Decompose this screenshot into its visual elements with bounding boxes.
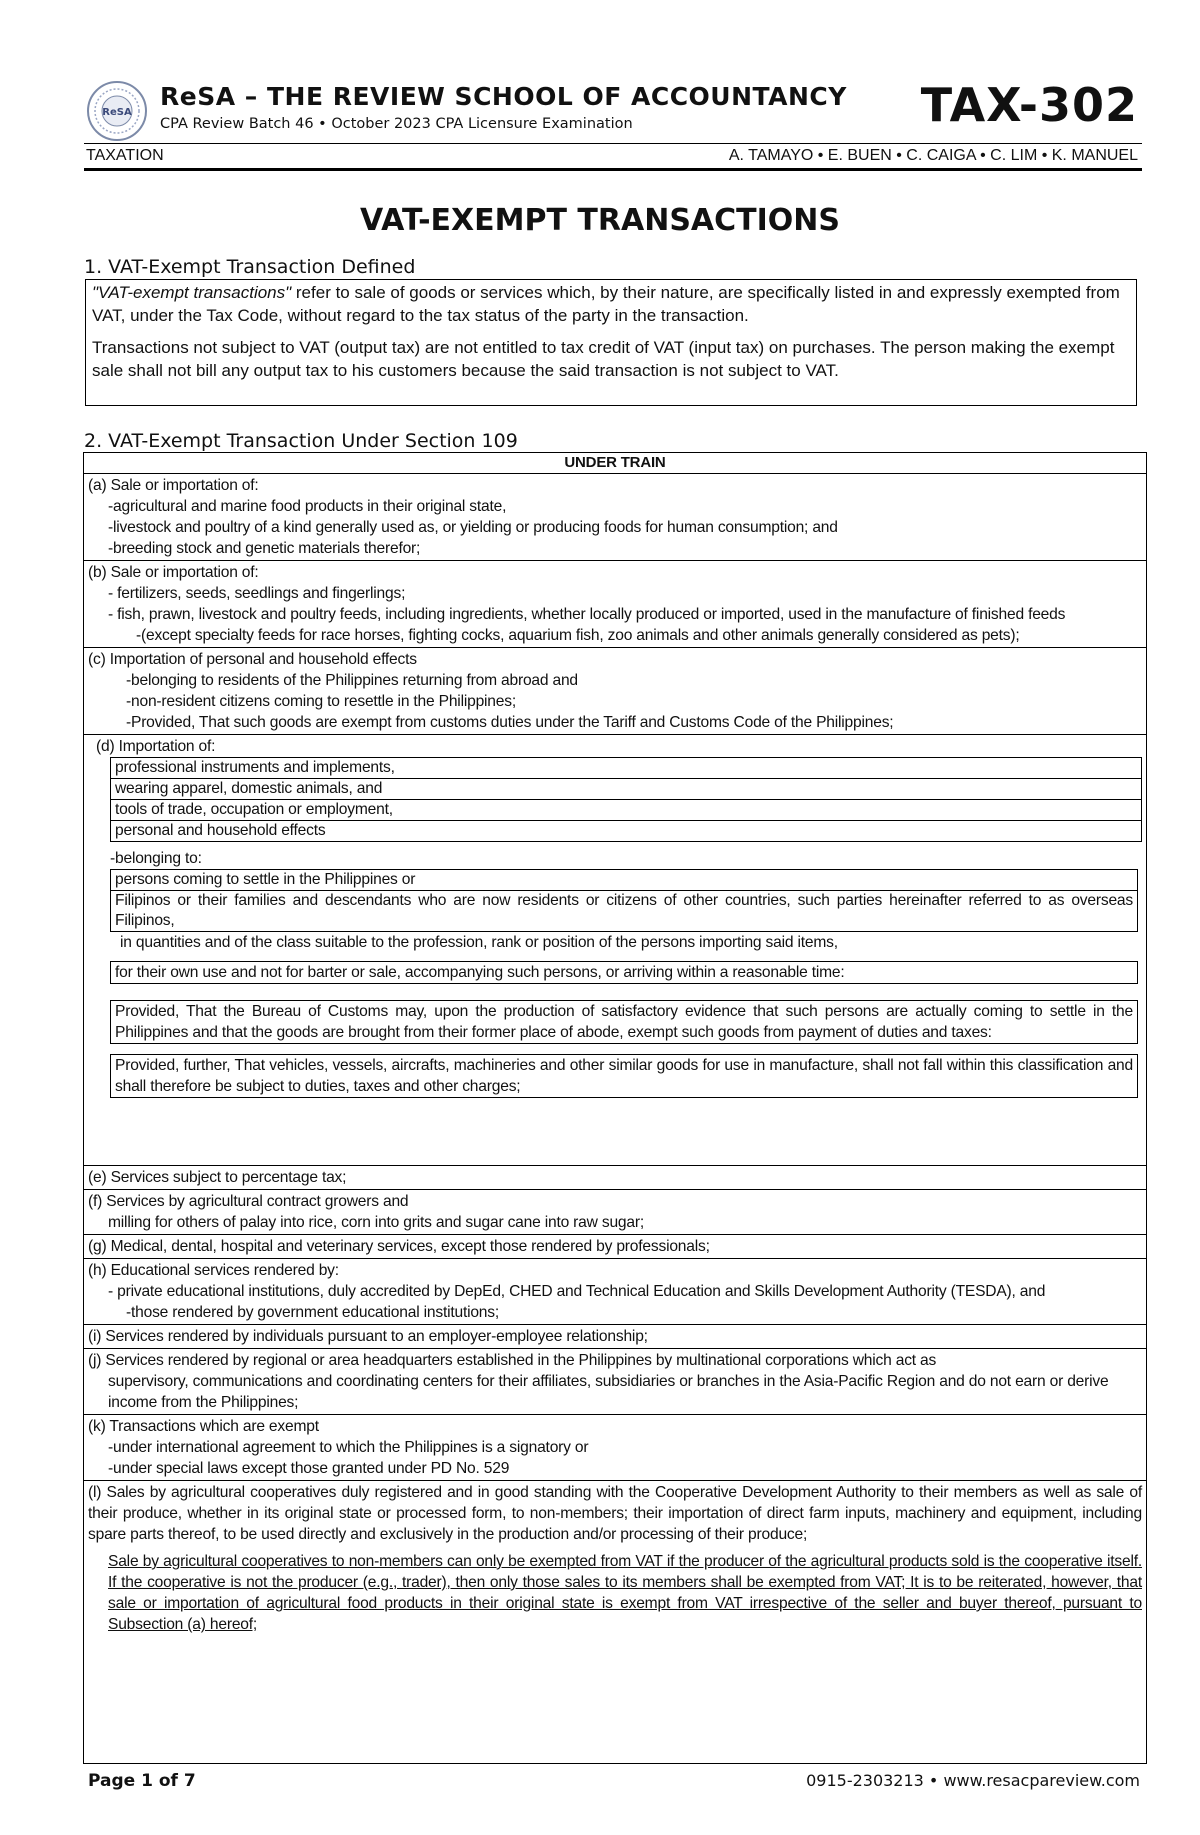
item-k-line: -under international agreement to which the Philippines is a signatory or: [108, 1439, 589, 1456]
item-f-line: milling for others of palay into rice, corn into grits and sugar cane into raw sugar;: [108, 1214, 644, 1231]
item-b: [84, 561, 1146, 648]
item-a: [84, 474, 1146, 561]
list-item: professional instruments and implements,: [111, 758, 1141, 779]
item-c-line: -Provided, That such goods are exempt from customs duties under the Tariff and Customs Code of the Philippines;: [126, 714, 894, 731]
item-f: [84, 1190, 1146, 1235]
belonging-to: -belonging to:: [110, 850, 202, 867]
item-d-goods-list: [110, 757, 1142, 842]
definition-paragraph-2: Transactions not subject to VAT (output tax) are not entitled to tax credit of VAT (input tax) on purchases. The person making the exempt sale shall not bill any output tax to his customers because the said transaction is not subject to VAT.: [92, 338, 1115, 380]
proviso-2-box: Provided, further, That vehicles, vessels, aircrafts, machineries and other similar goods for use in manufacture, shall not fall within this classification and shall therefore be subject to duties, taxes and other charges;: [110, 1054, 1138, 1098]
quantities-text: in quantities and of the class suitable to the profession, rank or position of the persons importing said items,: [120, 934, 838, 951]
item-l-text: (l) Sales by agricultural cooperatives duly registered and in good standing with the Cooperative Development Authority to their members as well as sale of their produce, whether in its original state or processed form, to non-members; their importation of direct farm inputs, machinery and equipment, including spare parts thereof, to be used directly and exclusively in the production and/or processing of their produce;: [88, 1484, 1142, 1543]
header-rule-thick: [84, 168, 1142, 171]
contact-info: 0915-2303213 • www.resacpareview.com: [806, 1771, 1140, 1790]
item-k: [84, 1415, 1146, 1481]
item-a-line: (a) Sale or importation of:: [88, 477, 259, 494]
batch-info: CPA Review Batch 46 • October 2023 CPA Licensure Examination: [160, 116, 633, 132]
proviso-1-box: Provided, That the Bureau of Customs may, upon the production of satisfactory evidence that such persons are actually coming to settle in the Philippines and that the goods are brought from their former place of abode, exempt such goods from payment of duties and taxes:: [110, 1000, 1138, 1044]
item-l: [84, 1481, 1146, 1636]
item-a-line: -livestock and poultry of a kind generally used as, or yielding or producing foods for human consumption; and: [108, 519, 838, 536]
item-b-line: -(except specialty feeds for race horses, fighting cocks, aquarium fish, zoo animals and other animals generally considered as pets);: [136, 627, 1020, 644]
item-c-line: -non-resident citizens coming to resettle in the Philippines;: [126, 693, 516, 710]
exemptions-table: [83, 452, 1147, 1764]
school-name: ReSA – THE REVIEW SCHOOL OF ACCOUNTANCY: [160, 82, 847, 111]
item-c-line: (c) Importation of personal and household effects: [88, 651, 417, 668]
section-1-heading: 1. VAT-Exempt Transaction Defined: [84, 256, 416, 278]
item-f-line: (f) Services by agricultural contract growers and: [88, 1193, 409, 1210]
list-item: personal and household effects: [115, 822, 326, 839]
item-a-line: -agricultural and marine food products in their original state,: [108, 498, 507, 515]
item-h-line: -those rendered by government educational institutions;: [126, 1304, 500, 1321]
subject: TAXATION: [86, 147, 164, 164]
definition-box: [85, 279, 1137, 406]
item-c: [84, 648, 1146, 735]
logo-text: ReSA: [102, 107, 132, 118]
item-j: [84, 1349, 1146, 1415]
item-j-line: supervisory, communications and coordinating centers for their affiliates, subsidiaries or branches in the Asia-Pacific Region and do not earn or derive income from the Philippines;: [108, 1373, 1109, 1411]
header-rule: [84, 143, 1142, 144]
own-use-box: for their own use and not for barter or sale, accompanying such persons, or arriving within a reasonable time:: [110, 961, 1138, 984]
item-a-line: -breeding stock and genetic materials therefor;: [108, 540, 421, 557]
item-d-persons-list: [110, 869, 1138, 932]
item-b-line: - fertilizers, seeds, seedlings and fingerlings;: [108, 585, 406, 602]
item-k-line: (k) Transactions which are exempt: [88, 1418, 319, 1435]
definition-paragraph: [92, 282, 1130, 327]
item-e: (e) Services subject to percentage tax;: [84, 1166, 1146, 1190]
section-2-heading: 2. VAT-Exempt Transaction Under Section 109: [84, 430, 518, 452]
resa-seal-logo: [86, 80, 148, 142]
defined-term: "VAT-exempt transactions": [92, 283, 292, 302]
item-j-line: (j) Services rendered by regional or area headquarters established in the Philippines by multinational corporations which act as: [88, 1352, 937, 1369]
course-code: TAX-302: [920, 78, 1138, 132]
authors: A. TAMAYO • E. BUEN • C. CAIGA • C. LIM • K. MANUEL: [728, 147, 1138, 164]
item-i: (i) Services rendered by individuals pursuant to an employer-employee relationship;: [84, 1325, 1146, 1349]
page-number: Page 1 of 7: [88, 1771, 196, 1791]
item-b-line: - fish, prawn, livestock and poultry feeds, including ingredients, whether locally produced or imported, used in the manufacture of finished feeds: [108, 606, 1066, 623]
item-d: [84, 735, 1146, 1166]
item-d-intro: (d) Importation of:: [96, 738, 216, 755]
item-l-note: Sale by agricultural cooperatives to non-members can only be exempted from VAT if the producer of the agricultural products sold is the cooperative itself. If the cooperative is not the producer (e.g., trader), then only those sales to its members shall be exempted from VAT; It is to be reiterated, however, that sale or importation of agricultural food products in their original state is exempt from VAT irrespective of the seller and buyer thereof, pursuant to Subsection (a) hereof;: [108, 1553, 1142, 1633]
item-k-line: -under special laws except those granted under PD No. 529: [108, 1460, 510, 1477]
definition-text: refer to sale of goods or services which, by their nature, are specifically listed in and expressly exempted from VAT, under the Tax Code, without regard to the tax status of the party in the transaction.: [92, 283, 1120, 325]
list-item: persons coming to settle in the Philippines or: [111, 870, 1137, 891]
item-g: (g) Medical, dental, hospital and veterinary services, except those rendered by professionals;: [84, 1235, 1146, 1259]
document-title: VAT-EXEMPT TRANSACTIONS: [359, 203, 840, 238]
item-h-line: (h) Educational services rendered by:: [88, 1262, 339, 1279]
list-item: tools of trade, occupation or employment,: [111, 800, 1141, 821]
item-c-line: -belonging to residents of the Philippines returning from abroad and: [126, 672, 578, 689]
item-h: [84, 1259, 1146, 1325]
list-item: wearing apparel, domestic animals, and: [111, 779, 1141, 800]
item-b-line: (b) Sale or importation of:: [88, 564, 259, 581]
list-item: Filipinos or their families and descendants who are now residents or citizens of other countries, such parties hereinafter referred to as overseas Filipinos,: [115, 892, 1133, 929]
item-h-line: - private educational institutions, duly accredited by DepEd, CHED and Technical Education and Skills Development Authority (TESDA), and: [108, 1283, 1046, 1300]
table-header: UNDER TRAIN: [84, 453, 1146, 474]
